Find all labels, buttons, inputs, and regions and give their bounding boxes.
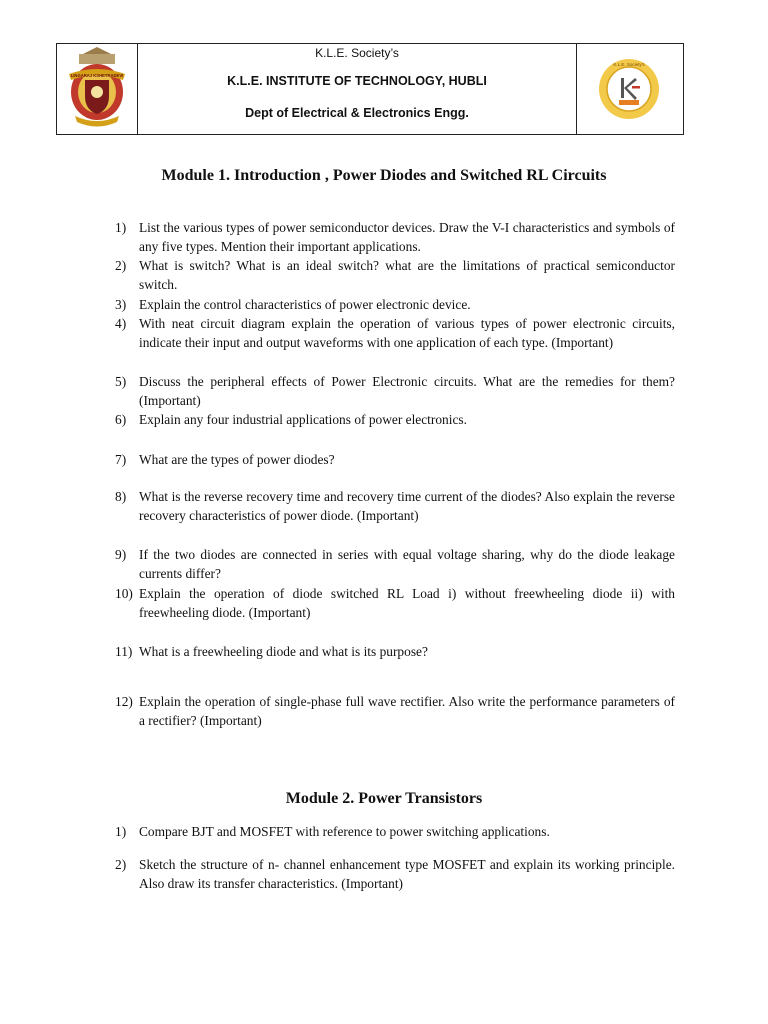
question-text: Sketch the structure of n- channel enhancement type MOSFET and explain its working principle. Also draw its transfer characteristics. (Important) (139, 857, 675, 892)
question-number: 6) (115, 412, 127, 427)
question-text: List the various types of power semiconductor devices. Draw the V-I characteristics and symbols of any five types. Mention their important applications. (139, 220, 675, 255)
question-item (115, 410, 675, 429)
question-item (115, 450, 675, 469)
question-text: With neat circuit diagram explain the operation of various types of power electronic circuits, indicate their input and output waveforms with one application of each type. (Important) (139, 316, 675, 351)
question-text: If the two diodes are connected in series with equal voltage sharing, why do the diode leakage currents differ? (139, 547, 675, 582)
question-number: 12) (115, 694, 133, 709)
question-item (115, 642, 675, 661)
question-text: Explain the operation of single-phase full wave rectifier. Also write the performance parameters of a rectifier? (Important) (139, 694, 675, 729)
question-text: Compare BJT and MOSFET with reference to power switching applications. (139, 824, 550, 839)
question-item (115, 545, 675, 583)
institute-crest-logo (57, 44, 137, 134)
header-right-cell (576, 44, 683, 134)
question-item (115, 256, 675, 294)
question-item (115, 822, 675, 841)
question-text: What is the reverse recovery time and recovery time current of the diodes? Also explain the reverse recovery characteristics of power diode. (Important) (139, 489, 675, 524)
question-text: Explain the operation of diode switched RL Load i) without freewheeling diode ii) with freewheeling diode. (Important) (139, 586, 675, 621)
header-text-cell (138, 44, 576, 134)
question-item (115, 692, 675, 730)
question-number: 7) (115, 452, 127, 467)
question-item (115, 487, 675, 525)
question-text: What are the types of power diodes? (139, 452, 335, 467)
question-number: 9) (115, 547, 127, 562)
question-number: 10) (115, 586, 133, 601)
question-text: What is switch? What is an ideal switch? what are the limitations of practical semiconductor switch. (139, 258, 675, 293)
question-item (115, 314, 675, 352)
question-number: 1) (115, 220, 127, 235)
question-number: 4) (115, 316, 127, 331)
department-name: Dept of Electrical & Electronics Engg. (245, 106, 469, 120)
module2-title: Module 2. Power Transistors (285, 790, 483, 807)
society-name: K.L.E. Society’s (315, 46, 399, 60)
question-item (115, 584, 675, 622)
question-number: 1) (115, 824, 127, 839)
header-box (56, 43, 684, 135)
question-text: Explain the control characteristics of power electronic device. (139, 297, 471, 312)
question-number: 3) (115, 297, 127, 312)
question-item (115, 218, 675, 256)
question-text: Explain any four industrial applications of power electronics. (139, 412, 467, 427)
left-logo-text: LINGARAJ KSHETRADEVI (70, 73, 124, 78)
question-number: 11) (115, 644, 133, 659)
question-item (115, 855, 675, 893)
question-text: What is a freewheeling diode and what is its purpose? (139, 644, 428, 659)
institute-name: K.L.E. INSTITUTE OF TECHNOLOGY, HUBLI (227, 74, 487, 88)
kle-logo (577, 44, 683, 134)
question-number: 2) (115, 258, 127, 273)
header-left-cell (57, 44, 138, 134)
module1-title: Module 1. Introduction , Power Diodes and Switched RL Circuits (161, 167, 607, 184)
question-number: 8) (115, 489, 127, 504)
question-item (115, 295, 675, 314)
question-text: Discuss the peripheral effects of Power Electronic circuits. What are the remedies for them? (Important) (139, 374, 675, 409)
question-number: 2) (115, 857, 127, 872)
question-number: 5) (115, 374, 127, 389)
question-item (115, 372, 675, 410)
right-logo-text: K.L.E. Society's (613, 62, 645, 67)
